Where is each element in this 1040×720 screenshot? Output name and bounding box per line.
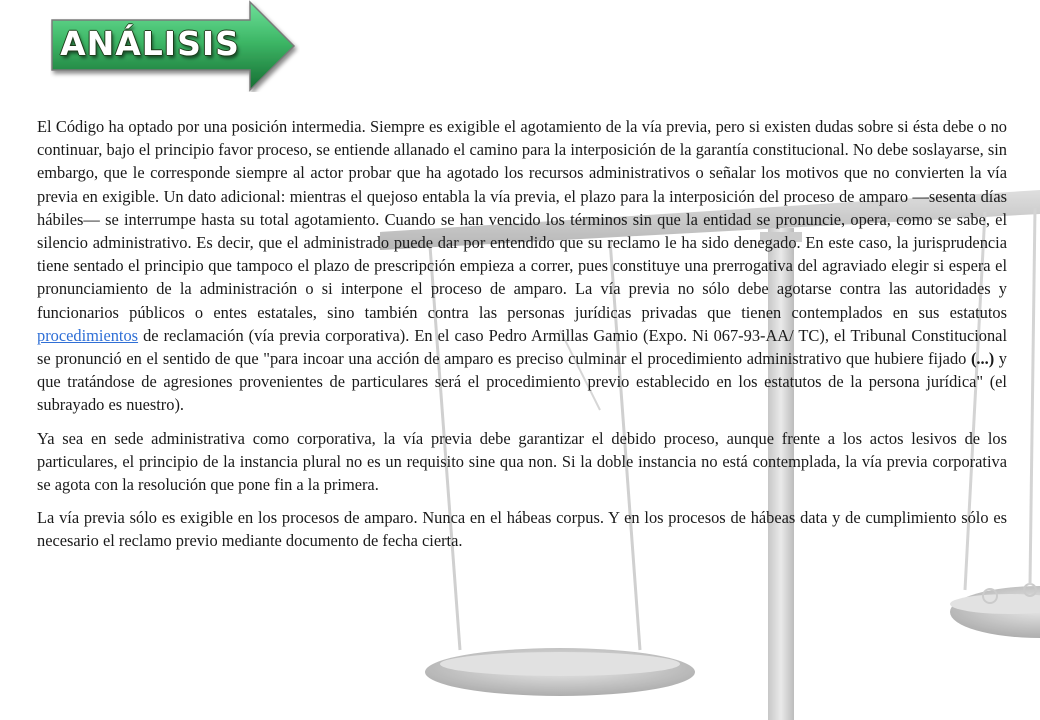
procedimientos-link[interactable]: procedimientos [37, 325, 139, 345]
analysis-banner [50, 0, 300, 92]
paragraph-1-ellipsis: (...) [970, 349, 995, 369]
paragraph-1-part-1: El Código ha optado por una posición intermedia. Siempre es exigible el agotamiento de la vía previa, pero si existen dudas sobre si ésta debe o no continuar, bajo el principio favor proceso, se entiende allanado el camino para la interposición de la garantía constitucional. No debe soslayarse, sin embargo, que le corresponde siempre al actor probar que ha agotado los recursos administrativos o señalar los motivos que no convierten la vía previa en exigible. Un dato adicional: mientras el quejoso entabla la vía previa, el plazo para la interposición del proceso de amparo —sesenta días hábiles— se interrumpe hasta su total agotamiento. Cuando se han vencido los términos sin que la entidad se pronuncie, opera, como se sabe, el silencio administrativo. Es decir, que el administrado puede dar por entendido que su reclamo le ha sido denegado. En este caso, la jurisprudencia tiene sentado el principio que tampoco el plazo de prescripción empieza a correr, pues constituye una prerrogativa del agraviado elegir si espera el pronunciamiento de la administración o si interpone el proceso de amparo. La vía previa no sólo debe agotarse contra las autoridades y funcionarios públicos o entes estatales, sino también contra las personas jurídicas privadas que tienen contemplados en sus estatutos [37, 117, 1007, 322]
paragraph-1-part-2: de reclamación (vía previa corporativa). En el caso Pedro Armillas Gamio (Expo. Ni 067-93-AA/ TC), el Tribunal Constitucional se pronunció en el sentido de que "para incoar una acción de amparo es preciso culminar el procedimiento administrativo que hubiere fijado [37, 325, 1007, 369]
banner-title: ANÁLISIS [60, 24, 240, 63]
paragraph-2: Ya sea en sede administrativa como corporativa, la vía previa debe garantizar el debido proceso, aunque frente a los actos lesivos de los particulares, el principio de la instancia plural no es un requisito sine qua non. Si la doble instancia no está contemplada, la vía previa corporativa se agota con la resolución que pone fin a la primera. [37, 428, 1007, 495]
paragraph-1-part-3: y que tratándose de agresiones provenientes de particulares será el procedimiento previo establecido en los estatutos de la persona jurídica" (el subrayado es nuestro). [37, 349, 1007, 415]
paragraph-1 [37, 115, 1007, 417]
paragraph-3: La vía previa sólo es exigible en los procesos de amparo. Nunca en el hábeas corpus. Y en los procesos de hábeas data y de cumplimiento sólo es necesario el reclamo previo mediante documento de fecha cierta. [37, 508, 1007, 551]
document-body [37, 115, 1007, 563]
